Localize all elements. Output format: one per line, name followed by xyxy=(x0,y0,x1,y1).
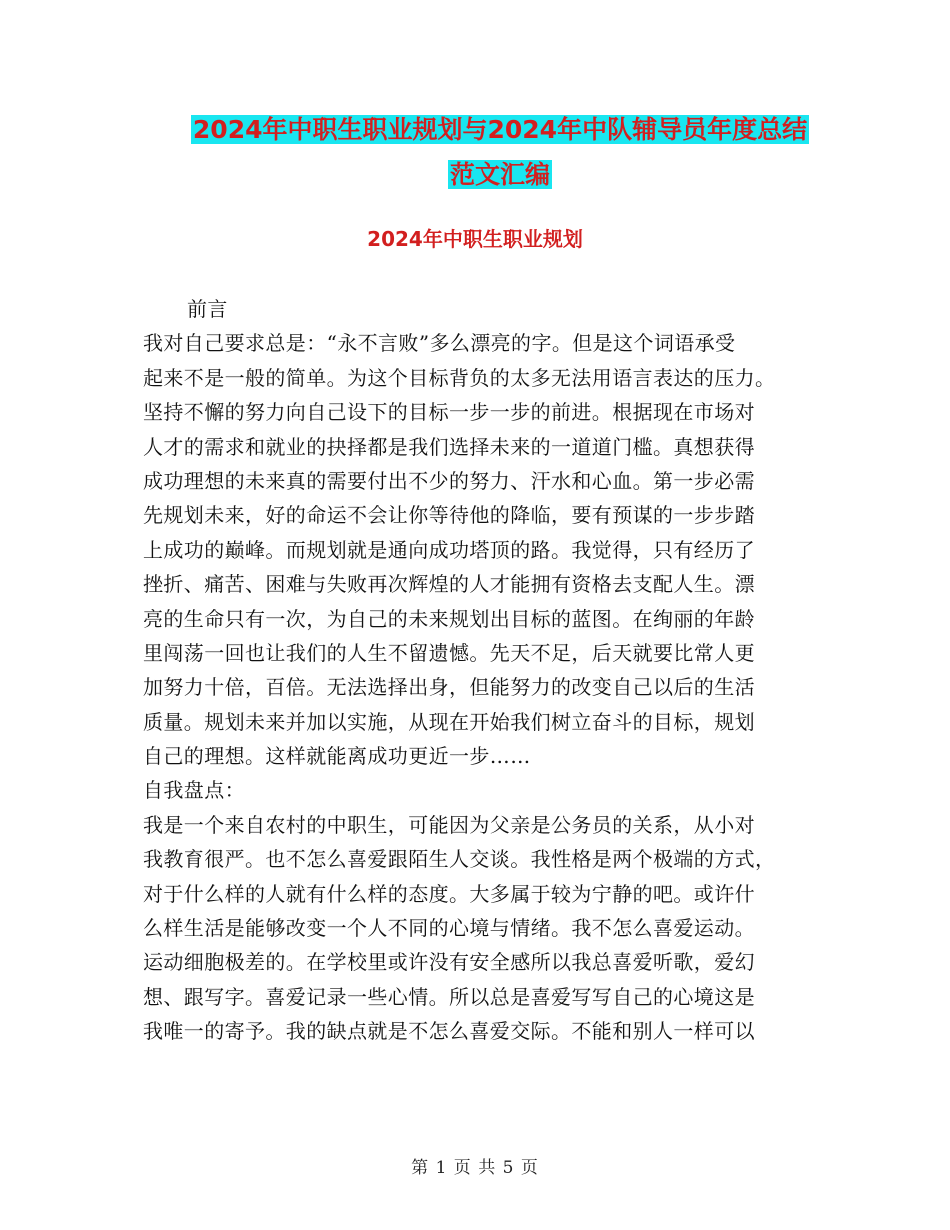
body-line: 坚持不懈的努力向自己设下的目标一步一步的前进。根据现在市场对 xyxy=(143,400,755,425)
body-line: 我教育很严。也不怎么喜爱跟陌生人交谈。我性格是两个极端的方式， xyxy=(143,847,776,872)
page-footer: 第 1 页 共 5 页 xyxy=(411,1158,539,1178)
body-line: 我是一个来自农村的中职生，可能因为父亲是公务员的关系，从小对 xyxy=(143,812,755,837)
body-line: 起来不是一般的简单。为这个目标背负的太多无法用语言表达的压力。 xyxy=(143,365,776,390)
body-line: 加努力十倍，百倍。无法选择出身，但能努力的改变自己以后的生活 xyxy=(143,675,755,700)
body-line: 对于什么样的人就有什么样的态度。大多属于较为宁静的吧。或许什 xyxy=(143,881,755,906)
paragraph-heading-preface: 前言 xyxy=(187,297,228,321)
paragraph-heading-self-review: 自我盘点： xyxy=(143,778,245,803)
body-line: 人才的需求和就业的抉择都是我们选择未来的一道道门槛。真想获得 xyxy=(143,434,755,459)
body-line: 运动细胞极差的。在学校里或许没有安全感所以我总喜爱听歌，爱幻 xyxy=(143,950,755,975)
body-line: 我唯一的寄予。我的缺点就是不怎么喜爱交际。不能和别人一样可以 xyxy=(143,1019,755,1044)
document-body xyxy=(143,292,823,1049)
section-title: 2024年中职生职业规划 xyxy=(367,227,583,251)
body-line: 质量。规划未来并加以实施，从现在开始我们树立奋斗的目标，规划 xyxy=(143,709,755,734)
body-line: 里闯荡一回也让我们的人生不留遗憾。先天不足，后天就要比常人更 xyxy=(143,640,755,665)
body-line: 成功理想的未来真的需要付出不少的努力、汗水和心血。第一步必需 xyxy=(143,468,755,493)
body-line: 上成功的巅峰。而规划就是通向成功塔顶的路。我觉得，只有经历了 xyxy=(143,537,755,562)
body-line: 亮的生命只有一次，为自己的未来规划出目标的蓝图。在绚丽的年龄 xyxy=(143,606,755,631)
body-line: 我对自己要求总是：“永不言败”多么漂亮的字。但是这个词语承受 xyxy=(143,331,736,356)
body-line: 自己的理想。这样就能离成功更近一步…… xyxy=(143,744,531,769)
body-line: 挫折、痛苦、困难与失败再次辉煌的人才能拥有资格去支配人生。漂 xyxy=(143,572,755,597)
body-line: 想、跟写字。喜爱记录一些心情。所以总是喜爱写写自己的心境这是 xyxy=(143,984,755,1009)
document-title-line1: 2024年中职生职业规划与2024年中队辅导员年度总结 xyxy=(192,115,808,144)
body-line: 先规划未来，好的命运不会让你等待他的降临，要有预谋的一步步踏 xyxy=(143,503,755,528)
body-line: 么样生活是能够改变一个人不同的心境与情绪。我不怎么喜爱运动。 xyxy=(143,916,755,941)
document-title-line2: 范文汇编 xyxy=(449,160,550,189)
